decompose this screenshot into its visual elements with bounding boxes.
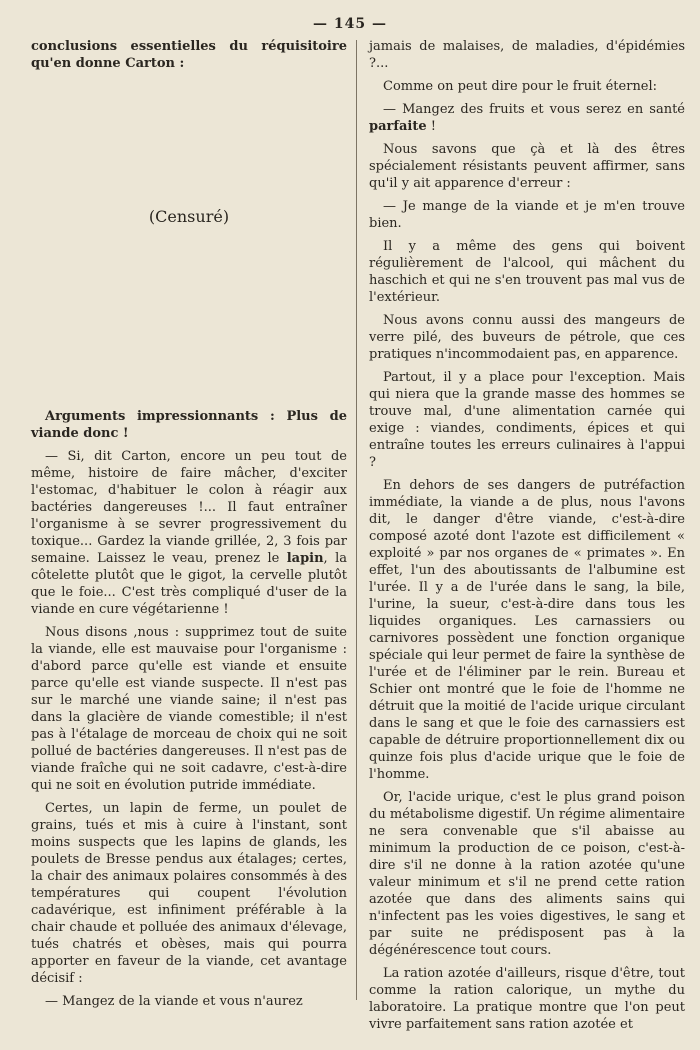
paragraph-text: , la côtelette plutôt que le gigot, la cervelle plutôt que le foie... C'est très compliqué d'user de la viande en cure végétarienne ! — [31, 551, 347, 617]
column-divider — [356, 40, 357, 1000]
paragraph: Il y a même des gens qui boivent régulièrement de l'alcool, qui mâchent du haschich et qui ne s'en trouvent pas mal vus de l'extérieur. — [369, 239, 685, 305]
left-column — [31, 38, 347, 1016]
section-heading: Arguments impressionnants : Plus de viande donc ! — [31, 409, 347, 441]
paragraph: Or, l'acide urique, c'est le plus grand poison du métabolisme digestif. Un régime alimentaire ne sera convenable que s'il abaisse au minimum la production de ce poison, c'est-à-dire s'il ne donne à la ration azotée qu'une valeur minimum et s'il ne prend cette ration azotée que dans des aliments sains qui n'infectent pas les voies digestives, le sang et par suite ne prédisposent pas à la dégénérescence tout cours. — [369, 790, 685, 958]
paragraph: En dehors de ses dangers de putréfaction immédiate, la viande a de plus, nous l'avons dit, le danger d'être viande, c'est-à-dire composé azoté dont l'azote est difficilement « exploité » par nos organes de « primates ». En effet, l'un des aboutissants de l'albumine est l'urée. Il y a de l'urée dans le sang, la bile, l'urine, la sueur, c'est-à-dire dans tous les liquides organiques. Les carnassiers ou carnivores possèdent une fonction organique spéciale qui leur permet de faire la synthèse de l'urée et de l'éliminer par le rein. Bureau et Schier ont montré que le foie de l'homme ne détruit que la moitié de l'acide urique circulant dans le sang et que le foie des carnassiers est capable de détruire proportionnellement dix ou quinze fois plus d'acide urique que le foie de l'homme. — [369, 478, 685, 782]
intro-line: conclusions essentielles du réquisitoire qu'en donne Carton : — [31, 39, 347, 71]
page-number: — 145 — — [313, 16, 387, 32]
paragraph: Nous savons que çà et là des êtres spécialement résistants peuvent affirmer, sans qu'il y ait apparence d'erreur : — [369, 142, 685, 191]
paragraph: jamais de malaises, de maladies, d'épidémies ?... — [369, 39, 685, 71]
paragraph — [31, 448, 347, 618]
paragraph — [369, 101, 685, 135]
censored-notice: (Censuré) — [148, 207, 230, 226]
paragraph: Partout, il y a place pour l'exception. Mais qui niera que la grande masse des hommes se trouve mal, d'une alimentation carnée qui exige : viandes, condiments, épices et qui entraîne toutes les erreurs culinaires à l'appui ? — [369, 370, 685, 470]
paragraph-text: ! — [426, 119, 436, 134]
emphasis-text: parfaite — [369, 119, 427, 134]
paragraph: La ration azotée d'ailleurs, risque d'être, tout comme la ration calorique, un mythe du laboratoire. La pratique montre que l'on peut vivre parfaitement sans ration azotée et — [369, 966, 685, 1032]
paragraph: Nous avons connu aussi des mangeurs de verre pilé, des buveurs de pétrole, que ces pratiques n'incommodaient pas, en apparence. — [369, 313, 685, 362]
paragraph: — Mangez de la viande et vous n'aurez — [45, 994, 303, 1009]
paragraph: — Je mange de la viande et je m'en trouve bien. — [369, 199, 685, 231]
paragraph: Certes, un lapin de ferme, un poulet de grains, tués et mis à cuire à l'instant, sont moins suspects que les lapins de glands, les poulets de Bresse pendus aux étalages; certes, la chair des animaux polaires consommés à des températures qui coupent l'évolution cadavérique, est infiniment préférable à la chair chaude et polluée des animaux d'élevage, tués chatrés et obèses, mais qui pourra apporter en faveur de la viande, cet avantage décisif : — [31, 801, 347, 986]
emphasis-text: lapin — [286, 551, 324, 566]
paragraph-text: — Mangez des fruits et vous serez en santé — [383, 102, 685, 117]
paragraph: Nous disons ,nous : supprimez tout de suite la viande, elle est mauvaise pour l'organisme : d'abord parce qu'elle est viande et ensuite parce qu'elle est viande suspecte. Il n'est pas sur le marché une viande saine; il n'est pas dans la glacière de viande comestible; il n'est pas à l'étalage de morceau de choix qui ne soit pollué de bactéries dangereuses. Il n'est pas de viande fraîche qui ne soit cadavre, c'est-à-dire qui ne soit en évolution putride immédiate. — [31, 625, 347, 793]
paragraph: Comme on peut dire pour le fruit éternel: — [383, 79, 658, 94]
right-column — [369, 38, 685, 1039]
paragraph-text: — Si, dit Carton, encore un peu tout de même, histoire de faire mâcher, d'exciter l'estomac, d'habituer le colon à réagir aux bactéries dangereuses !... Il faut entraîner l'organisme à se sevrer progressivement du toxique... Gardez la viande grillée, 2, 3 fois par semaine. Laissez le veau, prenez le — [31, 449, 347, 566]
